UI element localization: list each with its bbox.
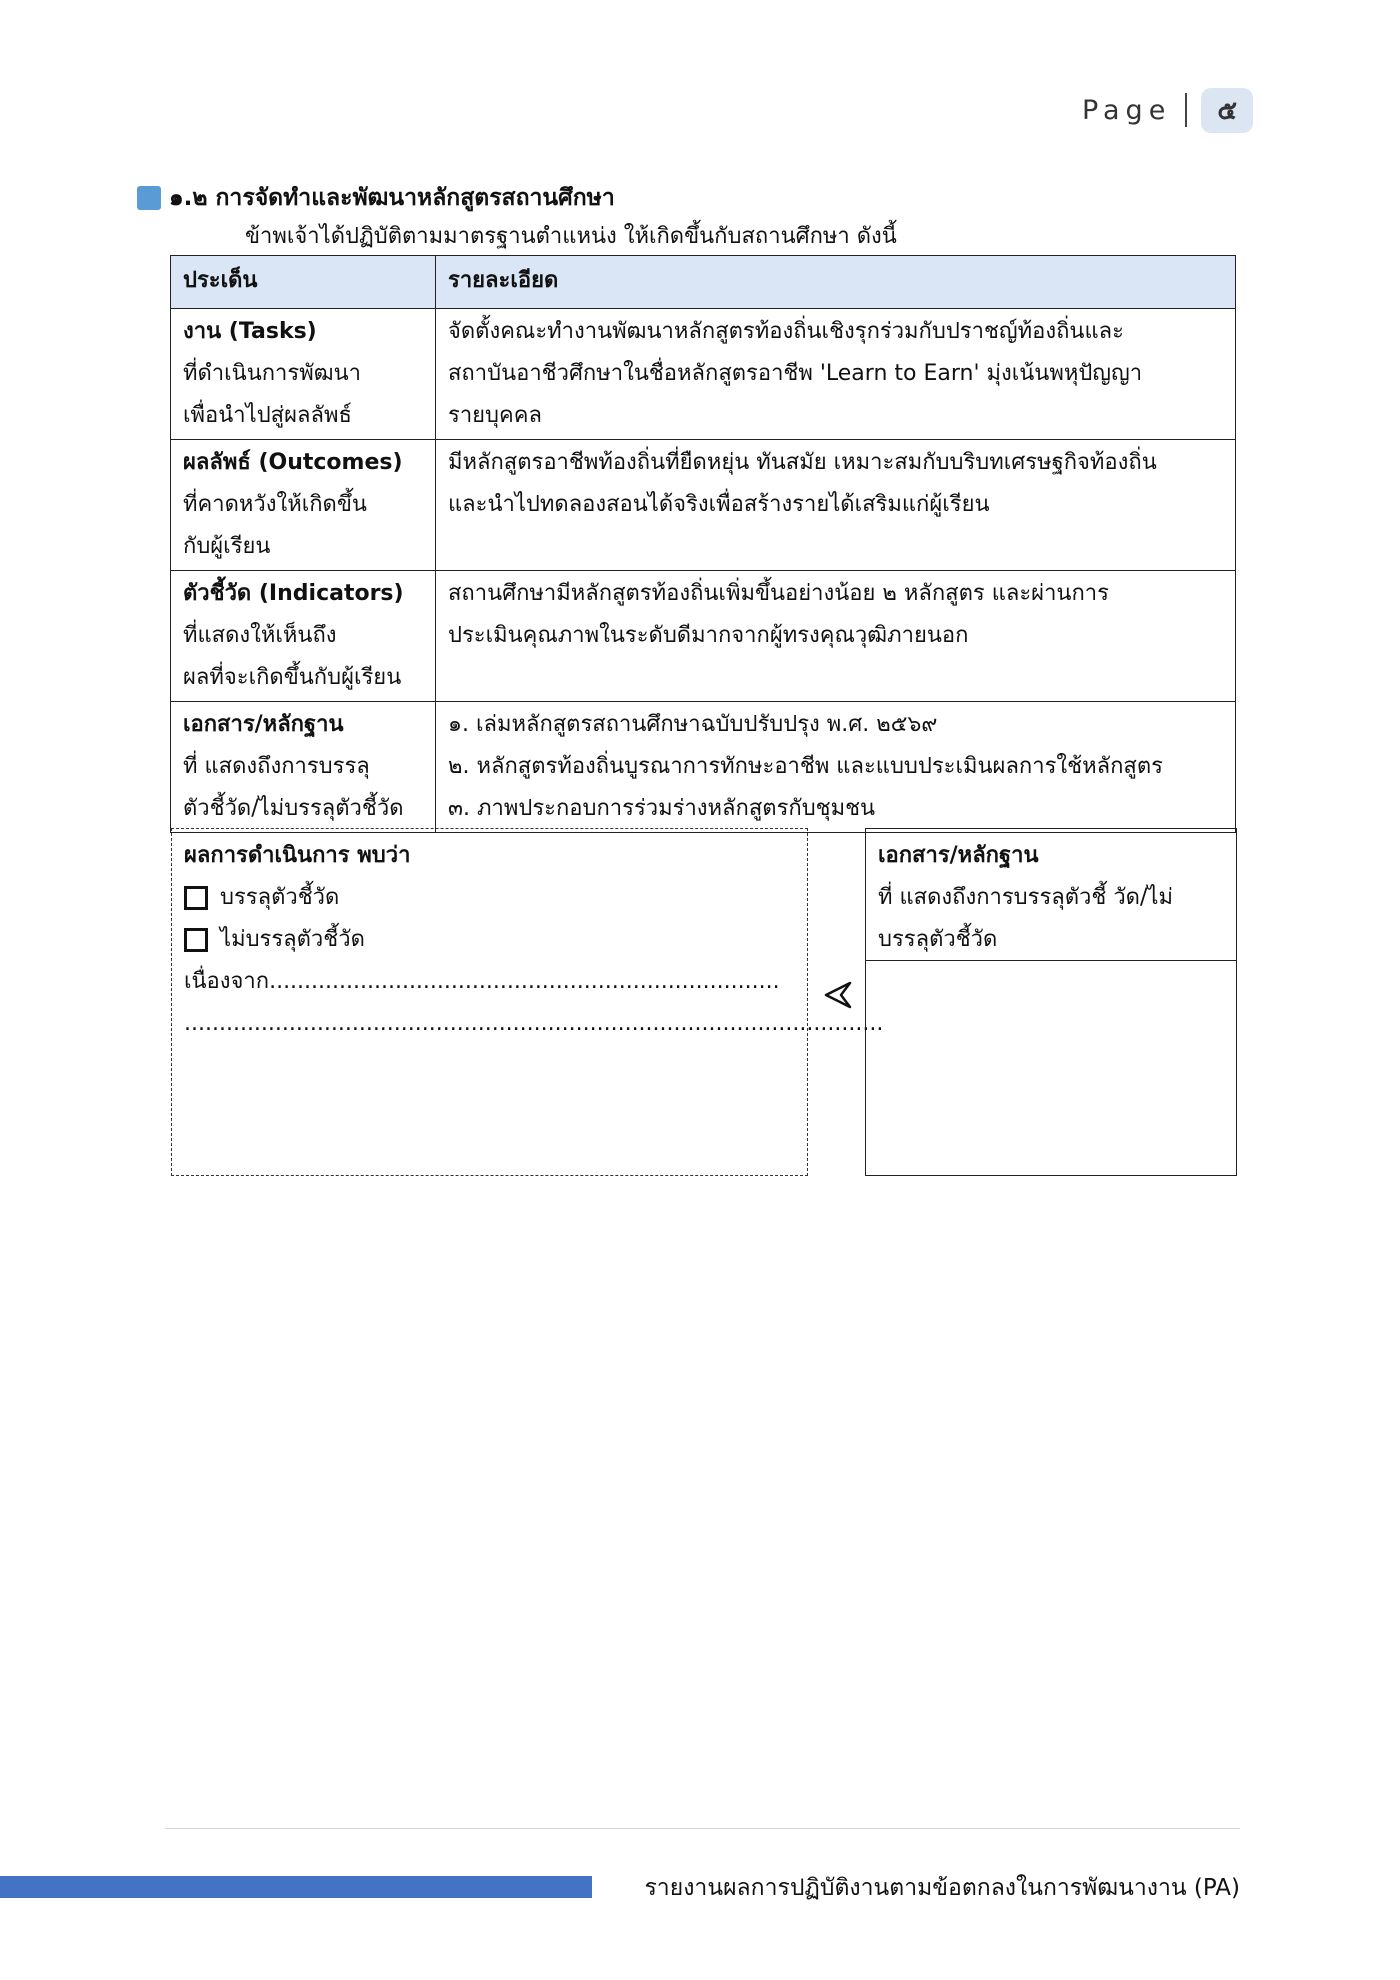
table-row bbox=[171, 309, 1236, 440]
table-header-row bbox=[171, 256, 1236, 309]
square-bullet-icon bbox=[137, 186, 161, 210]
topic-lead: ผลลัพธ์ (Outcomes) bbox=[183, 450, 403, 475]
table-row bbox=[171, 440, 1236, 571]
topic-lead: งาน (Tasks) bbox=[183, 319, 317, 344]
evidence-desc: บรรลุตัวชี้วัด bbox=[878, 927, 998, 952]
row-topic bbox=[171, 309, 436, 440]
table-row bbox=[171, 702, 1236, 833]
arrow-left-icon bbox=[823, 980, 853, 1010]
topic-sub: ผลที่จะเกิดขึ้นกับผู้เรียน bbox=[183, 665, 402, 690]
details-table bbox=[170, 255, 1236, 833]
header-detail: รายละเอียด bbox=[436, 256, 1236, 309]
footer-divider bbox=[165, 1828, 1240, 1829]
evidence-box bbox=[865, 828, 1237, 1176]
option-achieved[interactable] bbox=[184, 877, 795, 919]
footer-title: รายงานผลการปฏิบัติงานตามข้อตกลงในการพัฒนางาน (PA) bbox=[644, 1875, 1240, 1901]
detail-line: ๒. หลักสูตรท้องถิ่นบูรณาการทักษะอาชีพ และแบบประเมินผลการใช้หลักสูตร bbox=[448, 754, 1163, 779]
row-topic bbox=[171, 702, 436, 833]
detail-line: ประเมินคุณภาพในระดับดีมากจากผู้ทรงคุณวุฒิภายนอก bbox=[448, 623, 969, 648]
detail-line: จัดตั้งคณะทำงานพัฒนาหลักสูตรท้องถิ่นเชิงรุกร่วมกับปราชญ์ท้องถิ่นและ bbox=[448, 319, 1124, 344]
result-title: ผลการดำเนินการ พบว่า bbox=[184, 843, 411, 868]
option-achieved-label: บรรลุตัวชี้วัด bbox=[220, 885, 340, 910]
page-header bbox=[1082, 90, 1253, 130]
checkbox-not-achieved[interactable] bbox=[184, 928, 208, 952]
result-box bbox=[171, 828, 884, 1176]
reason-line: เนื่องจาก......................................................................... bbox=[184, 969, 780, 994]
evidence-title: เอกสาร/หลักฐาน bbox=[878, 843, 1039, 868]
topic-sub: ที่ดำเนินการพัฒนา bbox=[183, 361, 361, 386]
detail-line: และนำไปทดลองสอนได้จริงเพื่อสร้างรายได้เสริมแก่ผู้เรียน bbox=[448, 492, 990, 517]
row-detail bbox=[436, 571, 1236, 702]
detail-line: มีหลักสูตรอาชีพท้องถิ่นที่ยืดหยุ่น ทันสมัย เหมาะสมกับบริบทเศรษฐกิจท้องถิ่น bbox=[448, 450, 1157, 475]
row-topic bbox=[171, 571, 436, 702]
footer-accent-bar bbox=[0, 1876, 592, 1898]
evidence-header bbox=[866, 829, 1236, 961]
row-topic bbox=[171, 440, 436, 571]
detail-line: รายบุคคล bbox=[448, 403, 542, 428]
reason-line-2: .................................................................................................... bbox=[184, 1011, 884, 1036]
detail-line: สถานศึกษามีหลักสูตรท้องถิ่นเพิ่มขึ้นอย่างน้อย ๒ หลักสูตร และผ่านการ bbox=[448, 581, 1109, 606]
topic-sub: ที่แสดงให้เห็นถึง bbox=[183, 623, 337, 648]
detail-line: ๓. ภาพประกอบการร่วมร่างหลักสูตรกับชุมชน bbox=[448, 796, 876, 821]
option-not-achieved-label: ไม่บรรลุตัวชี้วัด bbox=[220, 927, 365, 952]
section-intro: ข้าพเจ้าได้ปฏิบัติตามมาตรฐานตำแหน่ง ให้เกิดขึ้นกับสถานศึกษา ดังนี้ bbox=[245, 224, 897, 249]
header-topic: ประเด็น bbox=[171, 256, 436, 309]
page-separator bbox=[1185, 93, 1187, 127]
row-detail bbox=[436, 440, 1236, 571]
detail-line: สถาบันอาชีวศึกษาในชื่อหลักสูตรอาชีพ 'Learn to Earn' มุ่งเน้นพหุปัญญา bbox=[448, 361, 1143, 386]
page-number: ๕ bbox=[1201, 88, 1253, 133]
section-heading bbox=[137, 180, 615, 216]
topic-sub: ที่ แสดงถึงการบรรลุ bbox=[183, 754, 370, 779]
evidence-desc: ที่ แสดงถึงการบรรลุตัวชี้ วัด/ไม่ bbox=[878, 885, 1173, 910]
topic-lead: ตัวชี้วัด (Indicators) bbox=[183, 581, 404, 606]
topic-sub: เพื่อนำไปสู่ผลลัพธ์ bbox=[183, 403, 352, 428]
option-not-achieved[interactable] bbox=[184, 919, 795, 961]
topic-sub: ตัวชี้วัด/ไม่บรรลุตัวชี้วัด bbox=[183, 796, 404, 821]
detail-line: ๑. เล่มหลักสูตรสถานศึกษาฉบับปรับปรุง พ.ศ. ๒๕๖๙ bbox=[448, 712, 938, 737]
topic-lead: เอกสาร/หลักฐาน bbox=[183, 712, 344, 737]
page-label: Page bbox=[1081, 94, 1172, 126]
row-detail bbox=[436, 309, 1236, 440]
section-title: ๑.๒ การจัดทำและพัฒนาหลักสูตรสถานศึกษา bbox=[169, 185, 615, 211]
table-row bbox=[171, 571, 1236, 702]
row-detail bbox=[436, 702, 1236, 833]
topic-sub: ที่คาดหวังให้เกิดขึ้น bbox=[183, 492, 367, 517]
topic-sub: กับผู้เรียน bbox=[183, 534, 271, 559]
checkbox-achieved[interactable] bbox=[184, 886, 208, 910]
